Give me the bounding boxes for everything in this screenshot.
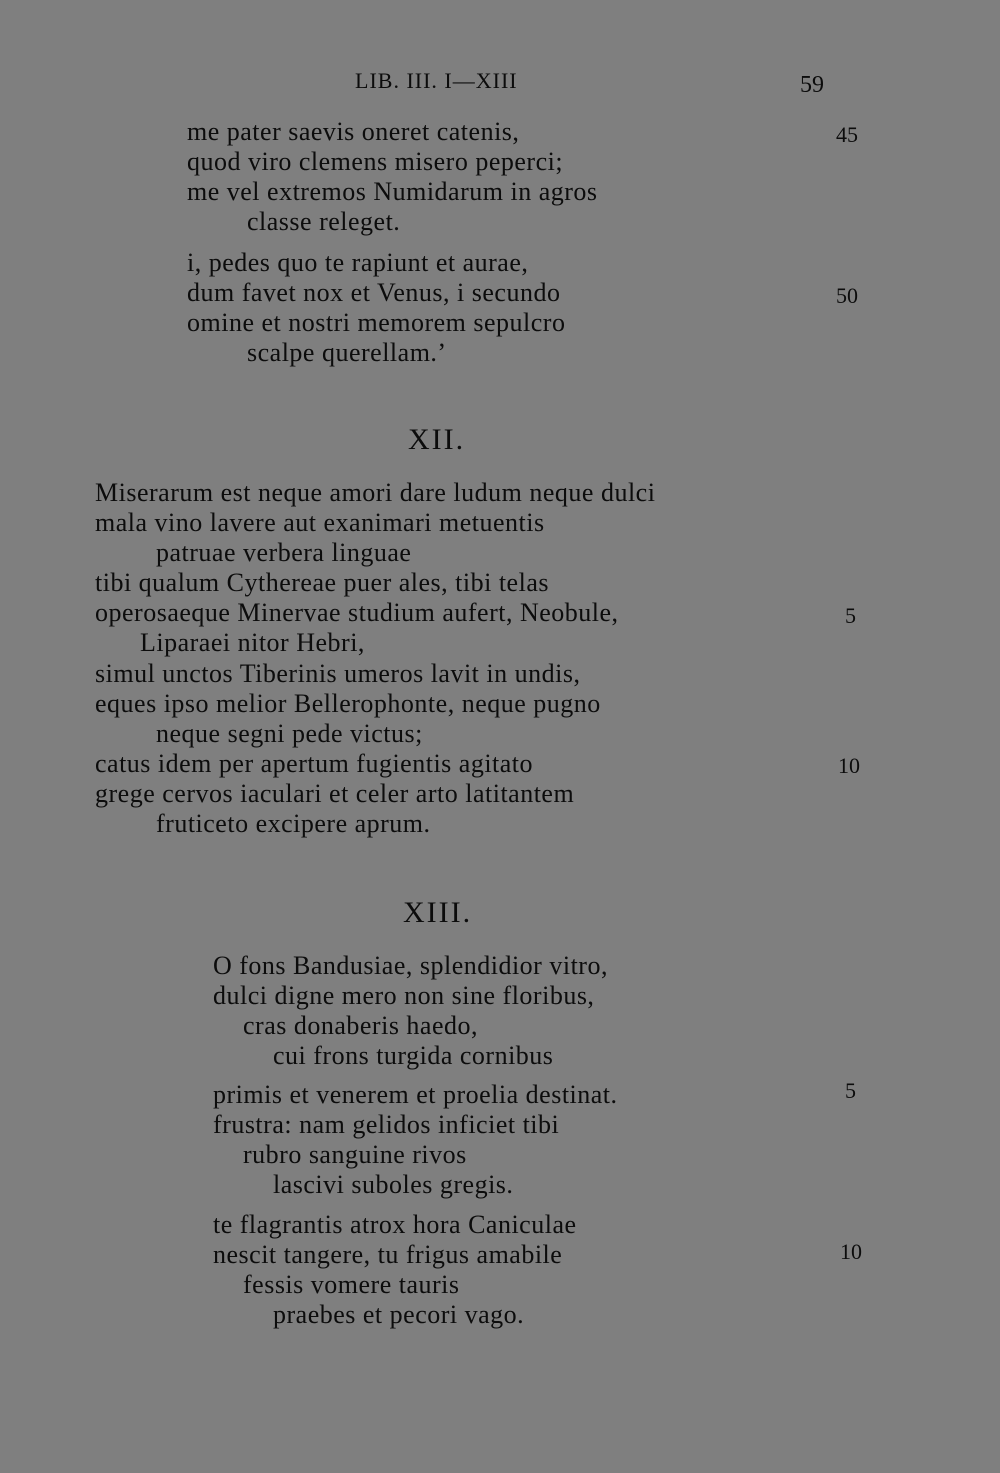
line-number: 50 — [836, 283, 858, 308]
verse-line: cui frons turgida cornibus — [273, 1041, 554, 1070]
verse-line: frustra: nam gelidos inficiet tibi — [213, 1110, 560, 1139]
page-number: 59 — [800, 72, 824, 98]
line-number: 5 — [845, 603, 856, 628]
line-number: 45 — [836, 122, 858, 147]
line-number: 10 — [840, 1239, 862, 1264]
verse-line: fruticeto excipere aprum. — [156, 809, 431, 838]
verse-line: grege cervos iaculari et celer arto latitantem — [95, 779, 575, 808]
verse-line: patruae verbera linguae — [156, 538, 412, 567]
verse-line: me pater saevis oneret catenis, — [187, 117, 520, 146]
verse-line: operosaeque Minervae studium aufert, Neobule, — [95, 598, 619, 627]
verse-line: primis et venerem et proelia destinat. — [213, 1080, 618, 1109]
line-number: 10 — [838, 753, 860, 778]
verse-line: fessis vomere tauris — [243, 1270, 460, 1299]
line-number: 5 — [845, 1078, 856, 1103]
verse-line: praebes et pecori vago. — [273, 1300, 525, 1329]
verse-line: eques ipso melior Bellerophonte, neque pugno — [95, 689, 601, 718]
verse-line: simul unctos Tiberinis umeros lavit in undis, — [95, 659, 581, 688]
verse-line: rubro sanguine rivos — [243, 1140, 467, 1169]
verse-line: cras donaberis haedo, — [243, 1011, 479, 1040]
verse-line: me vel extremos Numidarum in agros — [187, 177, 598, 206]
verse-line: i, pedes quo te rapiunt et aurae, — [187, 248, 529, 277]
verse-line: Liparaei nitor Hebri, — [140, 628, 365, 657]
verse-line: tibi qualum Cythereae puer ales, tibi telas — [95, 568, 549, 597]
verse-line: catus idem per apertum fugientis agitato — [95, 749, 534, 778]
verse-line: O fons Bandusiae, splendidior vitro, — [213, 951, 608, 980]
verse-line: neque segni pede victus; — [156, 719, 423, 748]
verse-line: omine et nostri memorem sepulcro — [187, 308, 566, 337]
verse-line: nescit tangere, tu frigus amabile — [213, 1240, 563, 1269]
verse-line: te flagrantis atrox hora Caniculae — [213, 1210, 577, 1239]
verse-line: mala vino lavere aut exanimari metuentis — [95, 508, 545, 537]
verse-line: classe releget. — [247, 207, 401, 236]
verse-line: dulci digne mero non sine floribus, — [213, 981, 595, 1010]
verse-line: quod viro clemens misero peperci; — [187, 147, 564, 176]
ode-title: XIII. — [403, 896, 473, 929]
verse-line: Miserarum est neque amori dare ludum neque dulci — [95, 478, 656, 507]
ode-title: XII. — [408, 423, 466, 456]
verse-line: dum favet nox et Venus, i secundo — [187, 278, 561, 307]
running-head: LIB. III. I—XIII — [355, 68, 518, 93]
verse-line: lascivi suboles gregis. — [273, 1170, 514, 1199]
verse-line: scalpe querellam.’ — [247, 338, 447, 367]
